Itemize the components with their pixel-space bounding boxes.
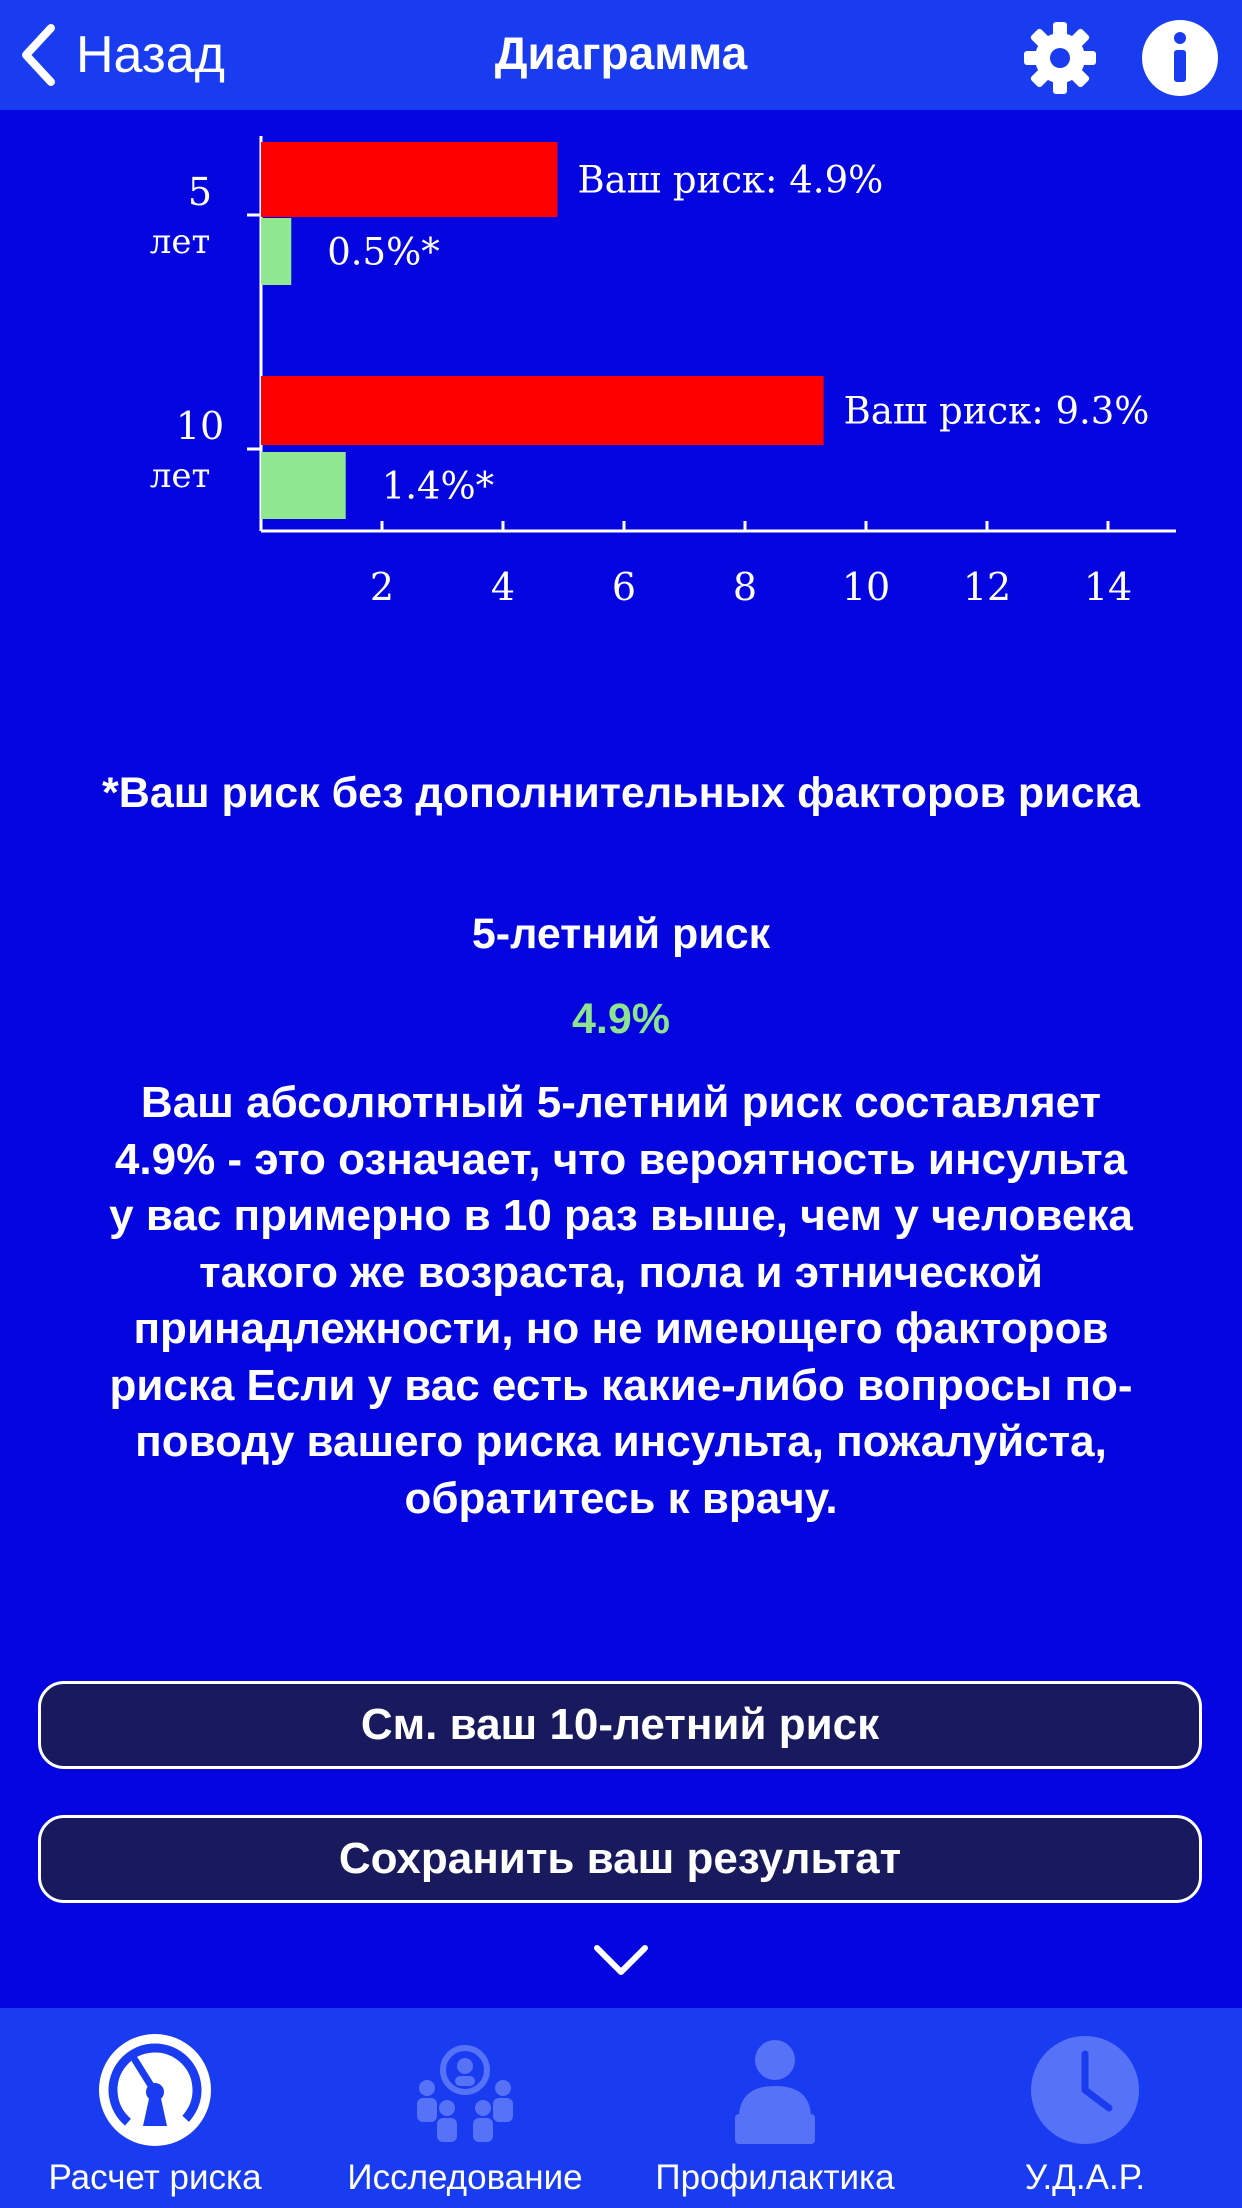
save-result-button[interactable]: Сохранить ваш результат [38, 1815, 1202, 1903]
see-10-year-risk-button[interactable]: См. ваш 10-летний риск [38, 1681, 1202, 1769]
bar-label-baseline: 1.4%* [381, 464, 495, 508]
risk-value: 4.9% [571, 995, 670, 1043]
bar-your-risk [261, 142, 557, 217]
tab-label: У.Д.А.Р. [1024, 2158, 1146, 2197]
gear-icon[interactable] [1022, 20, 1098, 96]
y-category-unit: лет [149, 456, 211, 496]
chart-svg [0, 110, 1242, 670]
navigation-bar [0, 0, 1242, 110]
research-group-icon [405, 2030, 525, 2150]
y-category-number: 5 [187, 170, 213, 214]
tab-bar [0, 2008, 1242, 2208]
footnote-text: *Ваш риск без дополнительных факторов риска [102, 769, 1140, 817]
tab-risk-calculation[interactable] [0, 2008, 310, 2208]
clock-icon [1025, 2030, 1145, 2150]
x-tick-label: 10 [841, 565, 891, 609]
y-category-number: 10 [175, 404, 225, 448]
y-category-unit: лет [149, 222, 211, 262]
x-tick-label: 14 [1083, 565, 1133, 609]
tab-label: Расчет риска [48, 2158, 262, 2197]
back-label: Назад [76, 26, 225, 84]
x-tick-label: 4 [490, 565, 516, 609]
doctor-laptop-icon [715, 2030, 835, 2150]
x-tick-label: 6 [611, 565, 637, 609]
risk-bar-chart [0, 110, 1242, 670]
tab-label: Исследование [347, 2158, 583, 2197]
tab-research[interactable] [310, 2008, 620, 2208]
chevron-down-icon[interactable] [592, 1940, 650, 1980]
bar-baseline-risk [261, 452, 346, 519]
bar-label-your-risk: Ваш риск: 9.3% [843, 389, 1150, 433]
tab-prevention[interactable] [620, 2008, 930, 2208]
risk-heading: 5-летний риск [471, 910, 771, 958]
bar-baseline-risk [261, 218, 291, 285]
tab-udar[interactable] [930, 2008, 1240, 2208]
bar-your-risk [261, 376, 824, 445]
risk-description: Ваш абсолютный 5-летний риск составляет 4.9% - это означает, что вероятность инсульта у вас примерно в 10 раз выше, чем у человека такого же возраста, пола и этнической принадлежности, но не имеющего факторов риска Если у вас есть какие-либо вопросы по-поводу вашего риска инсульта, пожалуйста, обратитесь к врачу. [109, 1078, 1133, 1523]
x-tick-label: 12 [962, 565, 1012, 609]
bar-label-your-risk: Ваш риск: 4.9% [577, 158, 884, 202]
tab-label: Профилактика [655, 2158, 895, 2197]
x-tick-label: 2 [369, 565, 395, 609]
info-icon[interactable] [1140, 18, 1220, 98]
gauge-icon [95, 2030, 215, 2150]
bar-label-baseline: 0.5%* [327, 230, 440, 274]
page-title: Диаграмма [494, 27, 748, 79]
x-tick-label: 8 [732, 565, 758, 609]
